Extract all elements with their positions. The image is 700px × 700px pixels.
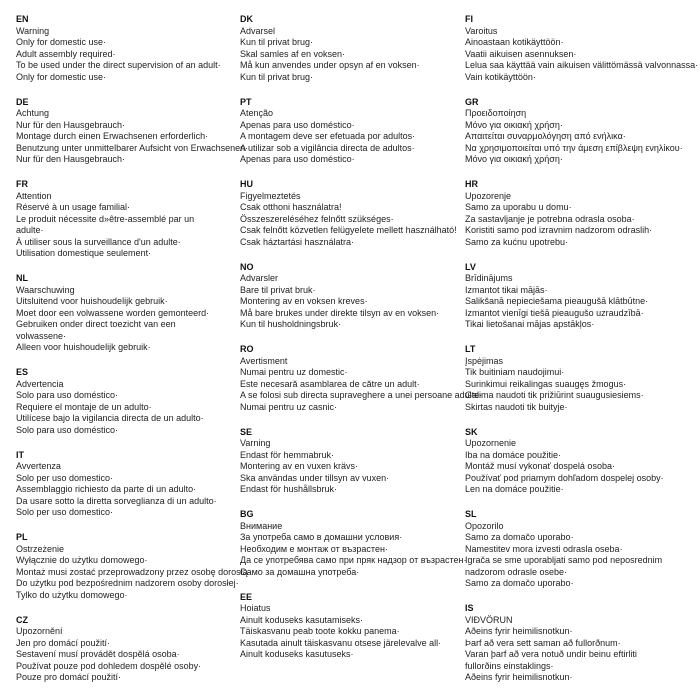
warning-line: Samo za uporabu u domu·	[465, 202, 572, 212]
language-block-es	[16, 367, 236, 436]
warning-line: Kasutada ainult täiskasvanu otsese järelevalve all·	[240, 637, 442, 648]
warning-line: Montage durch einen Erwachsenen erforderlich·	[16, 131, 209, 141]
warning-line: Igrača se sme uporabljati samo pod neposrednim	[465, 555, 663, 565]
warning-heading: Upozornění	[16, 626, 63, 636]
warning-heading: Upozorenje	[465, 190, 512, 201]
language-block-nl	[16, 273, 236, 354]
warning-line: A se folosi sub directa supraveghere a unei persoane adulte·	[240, 390, 483, 400]
warning-line: Este necesară asamblarea de către un adult·	[240, 378, 420, 389]
warning-heading: Attention	[16, 190, 52, 201]
language-code: FI	[465, 14, 473, 24]
language-code: RO	[240, 344, 254, 354]
warning-line: Lelua saa käyttää vain aikuisen välittömässä valvonnassa·	[465, 60, 699, 70]
language-code: IS	[465, 603, 474, 613]
warning-heading: Avertisment	[240, 355, 288, 366]
language-code: SK	[465, 426, 478, 437]
warning-line: Benutzung unter unmittelbarer Aufsicht von Erwachsenen·	[16, 142, 249, 153]
language-code: NL	[16, 273, 28, 283]
warning-line: Gebruiken onder direct toezicht van een	[16, 319, 176, 329]
language-code: HR	[465, 179, 478, 189]
warning-line: Endast för hemmabruk·	[240, 449, 335, 460]
warning-line: Ska användas under tillsyn av vuxen·	[240, 472, 390, 483]
language-code: NO	[240, 261, 254, 272]
language-block-se	[240, 427, 462, 496]
warning-heading: Ostrzeżenie	[16, 543, 65, 554]
warning-line: Tikai lietošanai mājas apstākļos·	[465, 319, 595, 329]
warning-line: Alleen voor huishoudelijk gebruik·	[16, 342, 151, 352]
warning-heading: Achtung	[16, 108, 50, 118]
language-code: ES	[16, 367, 29, 377]
language-block-dk	[240, 14, 462, 83]
language-block-gr	[465, 97, 697, 166]
warning-line: Uitsluitend voor huishoudelijk gebruik·	[16, 296, 168, 306]
warning-line: Montaż musi zostać przeprowadzony przez osobę dorosłą·	[16, 566, 251, 577]
language-block-lt	[465, 344, 697, 413]
warning-line: A utilizar sob a vigilância directa de adultos·	[240, 142, 415, 153]
warning-line: Összeszereléséhez felnőtt szükséges·	[240, 213, 394, 224]
warning-line: Μόνο για οικιακή χρήση·	[465, 119, 563, 130]
language-code: CZ	[16, 614, 28, 625]
warning-line: Nur für den Hausgebrauch·	[16, 119, 126, 130]
language-block-cz	[16, 615, 236, 684]
warning-line: Surinkimui reikalingas suaugęs žmogus·	[465, 378, 627, 389]
warning-heading: Προειδοποίηση	[465, 108, 527, 118]
language-code: SE	[240, 426, 253, 437]
warning-heading: Avvertenza	[16, 461, 61, 471]
language-block-it	[16, 450, 236, 519]
warning-line: fullorðins einstaklings·	[465, 660, 554, 671]
language-block-ee	[240, 592, 462, 661]
warning-line: To be used under the direct supervision of an adult·	[16, 60, 221, 70]
warning-line: Μόνο για οικιακή χρήση·	[465, 154, 563, 164]
warning-line: Csak otthoni használatra!	[240, 202, 342, 212]
warning-heading: Varoitus	[465, 25, 498, 36]
warning-line: Montáž musí vykonať dospelá osoba·	[465, 461, 615, 471]
warning-line: Tylko do użytku domowego·	[16, 589, 128, 600]
warning-line: Samo za domačo uporabo·	[465, 578, 574, 588]
warning-line: Aðeins fyrir heimilisnotkun·	[465, 672, 573, 682]
language-code: LV	[465, 261, 476, 272]
warning-line: Nur für den Hausgebrauch·	[16, 154, 126, 164]
language-block-hr	[465, 179, 697, 248]
language-code: SL	[465, 509, 477, 519]
warning-line: Vain kotikäyttöön·	[465, 71, 536, 82]
language-code: EN	[16, 14, 29, 24]
warning-line: Do użytku pod bezpośrednim nadzorem osoby dorosłej·	[16, 578, 239, 588]
warning-line: Jen pro domácí použití·	[16, 637, 111, 648]
warning-line: Απαιτείται συναρμολόγηση από ενήλικα·	[465, 131, 626, 141]
warning-line: Solo para uso doméstico·	[16, 390, 119, 400]
warning-heading: Atenção	[240, 108, 274, 118]
warning-line: Salikšanā nepieciešama pieaugušā klātbūtne·	[465, 296, 649, 306]
warning-line: Täiskasvanu peab toote kokku panema·	[240, 626, 400, 636]
warning-line: Montering av en voksen kreves·	[240, 296, 368, 306]
warning-line: Solo para uso doméstico·	[16, 424, 119, 435]
warning-line: Да се употребява само при пряк надзор от възрастен·	[240, 555, 467, 565]
warning-line: Kun til privat brug·	[240, 37, 314, 47]
warning-line: Þarf að vera sett saman að fullorðnum·	[465, 637, 621, 648]
warning-heading: Waarschuwing	[16, 284, 75, 295]
warning-line: Namestitev mora izvesti odrasla oseba·	[465, 543, 623, 554]
warning-line: A montagem deve ser efetuada por adultos·	[240, 131, 416, 141]
warning-heading: Įspėjimas	[465, 355, 504, 366]
language-block-sk	[465, 427, 697, 496]
warning-line: Numai pentru uz domestic·	[240, 367, 348, 377]
language-code: PL	[16, 532, 28, 542]
language-block-pt	[240, 97, 462, 166]
warning-line: Len na domáce použitie·	[465, 484, 564, 494]
warning-line: Requiere el montaje de un adulto·	[16, 401, 152, 412]
warning-line: Only for domestic use·	[16, 71, 107, 82]
language-code: PT	[240, 96, 252, 107]
warning-line: Kun til privat brug·	[240, 71, 314, 82]
warning-line: Ainult koduseks kasutamiseks·	[240, 614, 364, 625]
warning-heading: Warning	[16, 25, 50, 36]
warning-line: Необходим е монтаж от възрастен·	[240, 543, 388, 554]
warning-line: volwassene·	[16, 330, 67, 341]
warning-line: Bare til privat bruk·	[240, 284, 316, 295]
warning-line: Solo per uso domestico·	[16, 472, 114, 483]
warning-line: Samo za kućnu upotrebu·	[465, 236, 569, 247]
warning-line: Varan þarf að vera notuð undir beinu eftirliti	[465, 649, 637, 659]
language-block-en	[16, 14, 236, 83]
warning-line: Assemblaggio richiesto da parte di un adulto·	[16, 484, 197, 494]
warning-line: Da usare sotto la diretta sorveglianza di un adulto·	[16, 495, 217, 506]
warning-line: Må kun anvendes under opsyn af en voksen·	[240, 60, 420, 70]
warning-line: Používat pouze pod dohledem dospělé osoby·	[16, 660, 202, 671]
warning-heading: Upozornenie	[465, 438, 517, 448]
warning-line: Apenas para uso doméstico·	[240, 119, 355, 130]
warning-line: Aðeins fyrir heimilisnotkun·	[465, 626, 573, 636]
warning-line: Ainoastaan kotikäyttöön·	[465, 37, 564, 47]
warning-heading: Внимание	[240, 520, 283, 531]
warning-line: nadzorom odrasle osebe·	[465, 566, 568, 577]
warning-line: Only for domestic use·	[16, 37, 107, 47]
warning-heading: VIÐVÖRUN	[465, 614, 513, 625]
warning-line: Kun til husholdningsbruk·	[240, 319, 342, 329]
warning-heading: Advarsel	[240, 25, 276, 36]
language-block-bg	[240, 509, 467, 578]
warning-line: Galima naudoti tik prižiūrint suaugusiesiems·	[465, 390, 644, 400]
language-code: IT	[16, 449, 24, 460]
warning-line: Numai pentru uz casnic·	[240, 401, 338, 412]
warning-line: Za sastavljanje je potrebna odrasla osoba·	[465, 213, 635, 224]
warning-line: Tik buitiniam naudojimui·	[465, 367, 565, 377]
warning-line: À utiliser sous la surveillance d'un adulte·	[16, 236, 181, 247]
warning-line: Vaatii aikuisen asennuksen·	[465, 48, 577, 59]
language-code: LT	[465, 344, 476, 354]
warning-line: Endast för hushållsbruk·	[240, 484, 338, 494]
warning-heading: Varning	[240, 438, 271, 448]
language-block-is	[465, 603, 697, 684]
warning-heading: Advertencia	[16, 378, 64, 389]
language-block-no	[240, 262, 462, 331]
warning-line: Používať pod priamym dohľadom dospelej osoby·	[465, 472, 664, 483]
language-block-sl	[465, 509, 697, 590]
warning-heading: Advarsler	[240, 273, 279, 283]
warning-line: Να χρησιμοποιείται υπό την άμεση επίβλεψη ενηλίκου·	[465, 142, 683, 153]
warning-line: Само за домашна употреба·	[240, 566, 360, 577]
language-code: BG	[240, 509, 254, 519]
warning-line: Montering av en vuxen krävs·	[240, 461, 359, 471]
language-block-lv	[465, 262, 697, 331]
warning-line: Iba na domáce použitie·	[465, 449, 562, 460]
language-block-fi	[465, 14, 697, 83]
warning-line: Izmantot vienīgi tiešā pieaugušo uzraudzībā·	[465, 307, 644, 318]
warning-line: Csak háztartási használatra·	[240, 236, 355, 247]
warning-line: Samo za domačo uporabo·	[465, 532, 574, 542]
warning-line: Koristiti samo pod izravnim nadzorom odraslih·	[465, 225, 653, 235]
language-code: DE	[16, 96, 29, 107]
warning-heading: Hoiatus	[240, 603, 271, 613]
warning-line: За употреба само в домашни условия·	[240, 532, 403, 542]
warning-line: Ainult koduseks kasutuseks·	[240, 649, 354, 659]
column-3	[465, 14, 697, 697]
language-block-hu	[240, 179, 462, 248]
warning-line: Solo per uso domestico·	[16, 507, 114, 517]
warning-heading: Brīdinājums	[465, 273, 513, 283]
warning-line: Utilícese bajo la vigilancia directa de un adulto·	[16, 413, 204, 423]
warning-line: Izmantot tikai mājās·	[465, 284, 548, 295]
language-code: DK	[240, 14, 253, 24]
language-code: EE	[240, 591, 253, 602]
warning-heading: Opozorilo	[465, 520, 504, 531]
warning-line: Apenas para uso doméstico·	[240, 154, 355, 164]
warning-line: Sestavení musí provádět dospělá osoba·	[16, 649, 180, 659]
warning-heading: Figyelmeztetés	[240, 190, 301, 201]
language-code: FR	[16, 179, 28, 189]
language-block-ro	[240, 344, 483, 413]
warning-line: Le produit nécessite d»être-assemblé par un	[16, 213, 195, 224]
language-block-fr	[16, 179, 236, 260]
warning-line: Pouze pro domácí použití·	[16, 672, 122, 682]
warning-line: Wyłącznie do użytku domowego·	[16, 555, 148, 565]
warning-line: adulte·	[16, 225, 44, 235]
language-code: GR	[465, 96, 479, 107]
warning-line: Utilisation domestique seulement·	[16, 248, 152, 258]
warning-line: Csak felnőtt közvetlen felügyelete mellett használható!	[240, 225, 457, 235]
language-code: HU	[240, 179, 253, 189]
warning-line: Moet door een volwassene worden gemonteerd·	[16, 307, 210, 318]
warning-line: Réservé à un usage familial·	[16, 202, 131, 212]
warning-line: Skirtas naudoti tik buityje·	[465, 401, 568, 412]
warning-line: Adult assembly required·	[16, 48, 116, 59]
warning-line: Skal samles af en voksen·	[240, 48, 346, 59]
warning-line: Må bare brukes under direkte tilsyn av en voksen·	[240, 307, 440, 318]
